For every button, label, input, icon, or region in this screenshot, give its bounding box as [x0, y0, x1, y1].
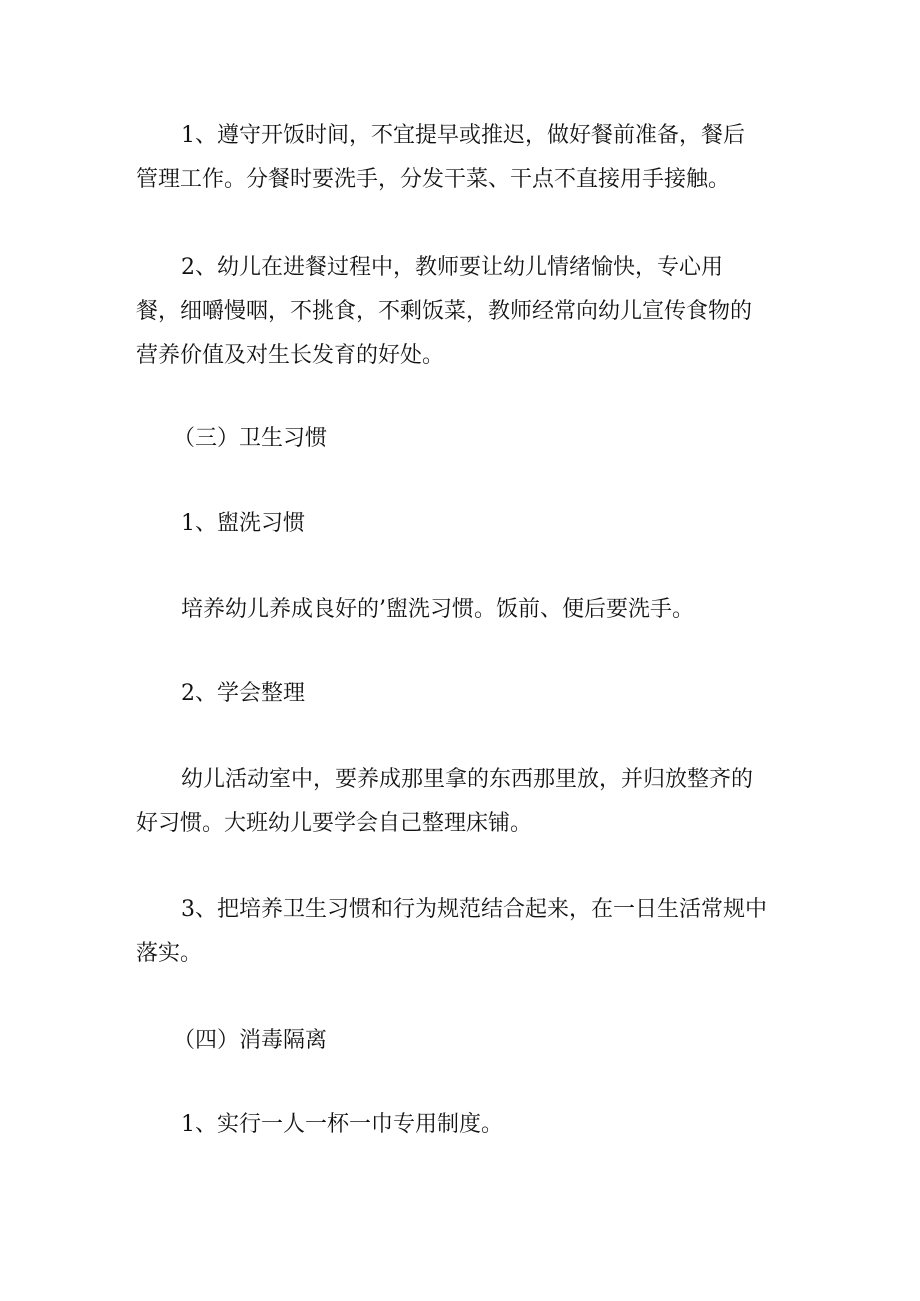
text-line: 培养幼儿养成良好的’盥洗习惯。饭前、便后要洗手。: [181, 597, 694, 622]
section-heading-hygiene-habits: [136, 417, 796, 461]
text-line: （三）卫生习惯: [173, 426, 328, 451]
text-line: 管理工作。分餐时要洗手，分发干菜、干点不直接用手接触。: [136, 167, 731, 192]
paragraph-washing-habits: [136, 588, 796, 632]
paragraph-tidying: [136, 758, 796, 846]
subheading-washing-habits: [136, 502, 796, 546]
text-line: 1、实行一人一杯一巾专用制度。: [181, 1112, 503, 1137]
text-line: 1、遵守开饭时间，不宜提早或推迟，做好餐前准备，餐后: [181, 123, 745, 148]
paragraph-behavior-norms: [136, 888, 796, 976]
section-heading-disinfection: [136, 1019, 796, 1063]
text-line: 1、盥洗习惯: [181, 511, 305, 536]
text-line: 幼儿活动室中，要养成那里拿的东西那里放，并归放整齐的: [181, 767, 754, 792]
paragraph-eating-process: [136, 246, 796, 378]
paragraph-personal-cup-towel: [136, 1103, 796, 1147]
text-line: 2、幼儿在进餐过程中，教师要让幼儿情绪愉快，专心用: [181, 255, 723, 280]
text-line: 好习惯。大班幼儿要学会自己整理床铺。: [136, 811, 533, 836]
text-line: 落实。: [136, 941, 203, 966]
text-line: 营养价值及对生长发育的好处。: [136, 343, 445, 368]
text-line: （四）消毒隔离: [173, 1028, 328, 1053]
subheading-tidying: [136, 672, 796, 716]
text-line: 3、把培养卫生习惯和行为规范结合起来，在一日生活常规中: [181, 897, 767, 922]
text-line: 2、学会整理: [181, 681, 305, 706]
paragraph-meal-time: [136, 114, 796, 202]
text-line: 餐，细嚼慢咽，不挑食，不剩饭菜，教师经常向幼儿宣传食物的: [136, 299, 753, 324]
